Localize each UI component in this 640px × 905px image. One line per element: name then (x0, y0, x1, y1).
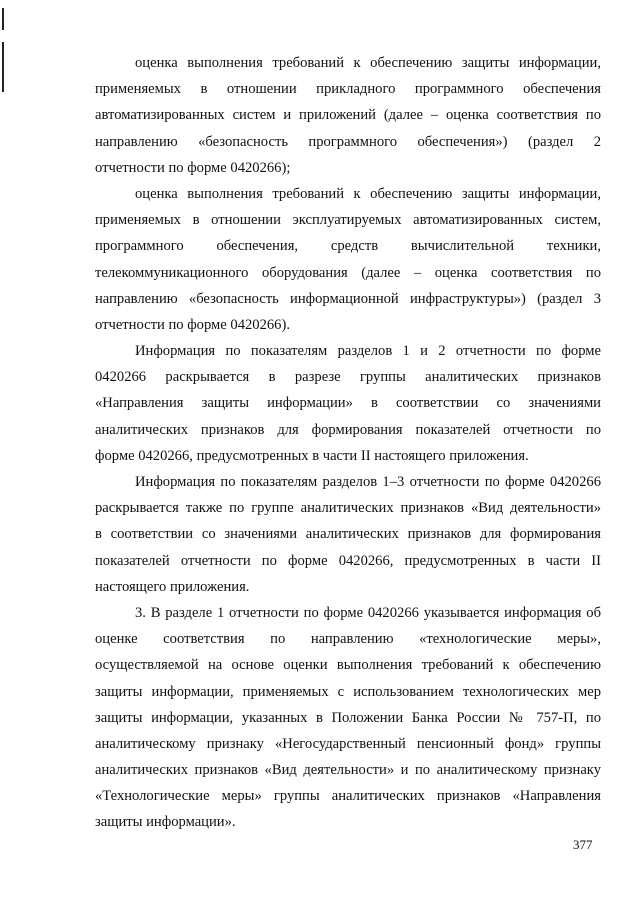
text-line: автоматизированных систем и приложений (далее – оценка соответствия по (95, 107, 601, 124)
paragraph-1 (95, 50, 601, 181)
text-line: защиты информации, применяемых с использованием технологических мер (95, 683, 601, 700)
text-line: оценке соответствия по направлению «технологические меры», (95, 631, 601, 648)
text-line: в соответствии со значениями аналитических признаков для формирования (95, 526, 601, 543)
text-line: отчетности по форме 0420266). (95, 316, 290, 333)
text-line: осуществляемой на основе оценки выполнения требований к обеспечению (95, 657, 601, 674)
text-line: «Технологические меры» группы аналитических признаков «Направления (95, 788, 601, 805)
text-line: показателей отчетности по форме 0420266, предусмотренных в части II (95, 552, 601, 569)
scan-edge-mark (2, 8, 4, 30)
text-line: 0420266 раскрывается в разрезе группы аналитических признаков (95, 369, 601, 386)
text-line: Информация по показателям разделов 1–3 отчетности по форме 0420266 (135, 474, 601, 490)
text-line: раскрывается также по группе аналитических признаков «Вид деятельности» (95, 500, 601, 517)
text-line: направлению «безопасность программного обеспечения») (раздел 2 (95, 133, 601, 150)
text-line: «Направления защиты информации» в соответствии со значениями (95, 395, 601, 412)
paragraph-4 (95, 469, 601, 600)
page-number: 377 (573, 837, 593, 852)
text-line: 3. В разделе 1 отчетности по форме 0420266 указывается информация об (135, 604, 601, 621)
text-line: оценка выполнения требований к обеспечению защиты информации, (135, 55, 601, 71)
paragraph-5 (95, 600, 601, 836)
scan-edge-mark (2, 42, 4, 92)
text-line: защиты информации». (95, 814, 236, 831)
text-line: форме 0420266, предусмотренных в части II настоящего приложения. (95, 447, 529, 464)
text-line: аналитическому признаку «Негосударственный пенсионный фонд» группы (95, 735, 601, 752)
text-line: программного обеспечения, средств вычислительной техники, (95, 238, 601, 255)
text-line: направлению «безопасность информационной инфраструктуры») (раздел 3 (95, 290, 601, 307)
text-line: настоящего приложения. (95, 578, 250, 595)
paragraph-3 (95, 338, 601, 469)
paragraph-2 (95, 181, 601, 338)
text-line: Информация по показателям разделов 1 и 2 отчетности по форме (135, 343, 601, 360)
text-line: применяемых в отношении эксплуатируемых автоматизированных систем, (95, 212, 601, 229)
text-line: отчетности по форме 0420266); (95, 159, 291, 176)
text-line: применяемых в отношении прикладного программного обеспечения (95, 81, 601, 98)
text-line: аналитических признаков «Вид деятельности» и по аналитическому признаку (95, 762, 601, 779)
text-line: телекоммуникационного оборудования (далее – оценка соответствия по (95, 264, 601, 281)
text-line: оценка выполнения требований к обеспечению защиты информации, (135, 185, 601, 202)
text-line: аналитических признаков для формирования показателей отчетности по (95, 421, 601, 438)
text-line: защиты информации, указанных в Положении Банка России № 757-П, по (95, 709, 601, 726)
document-body (95, 50, 601, 836)
